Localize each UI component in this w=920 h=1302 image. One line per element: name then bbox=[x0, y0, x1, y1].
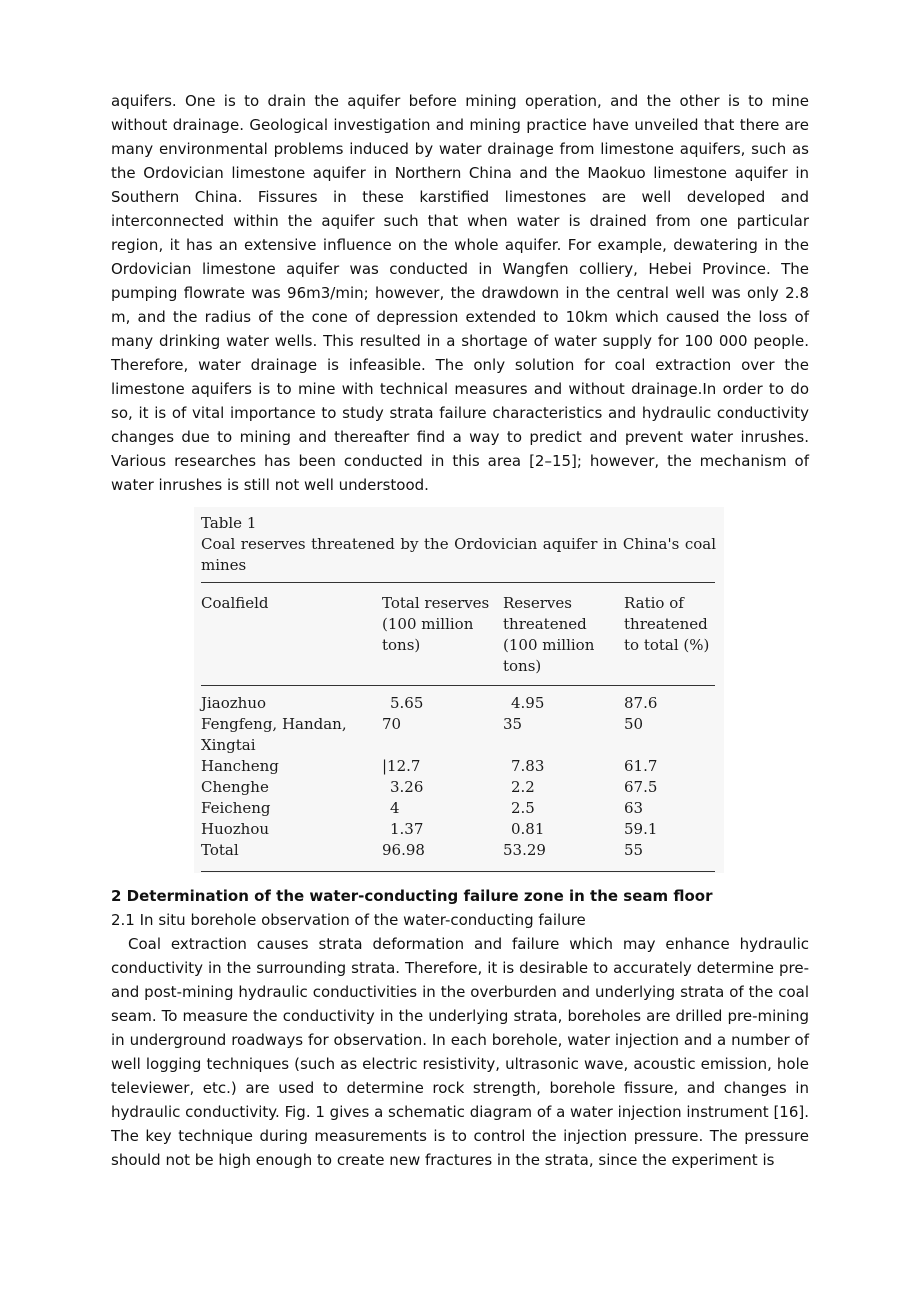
cell-coalfield: Chenghe bbox=[201, 778, 269, 796]
cell-coalfield: Hancheng bbox=[201, 757, 279, 775]
table-header-total-reserves: Total reserves (100 million tons) bbox=[382, 594, 490, 654]
cell-total: 5.65 bbox=[390, 694, 424, 712]
body-paragraph-1: aquifers. One is to drain the aquifer before mining operation, and the other is to mine without drainage. Geological investigation and mining practice have unveiled that there are many environmental problems induced by water drainage from limestone aquifers, such as the Ordovician limestone aquifer in Northern China and the Maokuo limestone aquifer in Southern China. Fissures in these karstified limestones are well developed and interconnected within the aquifer such that when water is drained from one particular region, it has an extensive influence on the whole aquifer. For example, dewatering in the Ordovician limestone aquifer was conducted in Wangfen colliery, Hebei Province. The pumping flowrate was 96m3/min; however, the drawdown in the central well was only 2.8 m, and the radius of the cone of depression extended to 10km which caused the loss of many drinking water wells. This resulted in a shortage of water supply for 100 000 people. Therefore, water drainage is infeasible. The only solution for coal extraction over the limestone aquifers is to mine with technical measures and without drainage.In order to do so, it is of vital importance to study strata failure characteristics and hydraulic conductivity changes due to mining and thereafter find a way to predict and prevent water inrushes. Various researches has been conducted in this area [2–15]; however, the mechanism of water inrushes is still not well understood. bbox=[111, 92, 809, 494]
cell-coalfield: Jiaozhuo bbox=[201, 694, 267, 712]
table-row bbox=[194, 798, 724, 819]
cell-threatened: 2.2 bbox=[511, 778, 535, 796]
table-label: Table 1 bbox=[201, 514, 257, 532]
table-rule-header bbox=[201, 685, 715, 686]
body-paragraph-2: Coal extraction causes strata deformation and failure which may enhance hydraulic conductivity in the surrounding strata. Therefore, it is desirable to accurately determine pre- and post-mining hydraulic conductivities in the overburden and underlying strata of the coal seam. To measure the conductivity in the underlying strata, boreholes are drilled pre-mining in underground roadways for observation. In each borehole, water injection and a number of well logging techniques (such as electric resistivity, ultrasonic wave, acoustic emission, hole televiewer, etc.) are used to determine rock strength, borehole fissure, and changes in hydraulic conductivity. Fig. 1 gives a schematic diagram of a water injection instrument [16]. The key technique during measurements is to control the injection pressure. The pressure should not be high enough to create new fractures in the strata, since the experiment is bbox=[111, 935, 809, 1169]
cell-threatened: 7.83 bbox=[511, 757, 545, 775]
table-row bbox=[194, 693, 724, 714]
cell-coalfield: Huozhou bbox=[201, 820, 270, 838]
cell-coalfield: Feicheng bbox=[201, 799, 271, 817]
cell-ratio: 50 bbox=[624, 715, 644, 733]
cell-ratio: 63 bbox=[624, 799, 644, 817]
table-header-coalfield: Coalfield bbox=[201, 594, 269, 612]
table-row bbox=[194, 756, 724, 777]
table-row bbox=[194, 777, 724, 798]
table-row bbox=[194, 714, 724, 735]
table-caption: Coal reserves threatened by the Ordovician aquifer in China's coal mines bbox=[201, 535, 716, 574]
table-row bbox=[194, 819, 724, 840]
cell-threatened: 35 bbox=[503, 715, 523, 733]
cell-ratio: 67.5 bbox=[624, 778, 658, 796]
cell-total: |12.7 bbox=[382, 757, 421, 775]
table-rule-bottom bbox=[201, 871, 715, 872]
cell-ratio: 55 bbox=[624, 841, 644, 859]
table-header-ratio: Ratio of threatened to total (%) bbox=[624, 594, 710, 654]
cell-total: 4 bbox=[390, 799, 400, 817]
cell-coalfield: Xingtai bbox=[201, 736, 256, 754]
table-header-reserves-threatened: Reserves threatened (100 million tons) bbox=[503, 594, 595, 675]
table-row bbox=[194, 735, 724, 756]
cell-coalfield: Total bbox=[201, 841, 239, 859]
cell-total: 3.26 bbox=[390, 778, 424, 796]
cell-total: 1.37 bbox=[390, 820, 424, 838]
section-heading: 2 Determination of the water-conducting failure zone in the seam floor bbox=[111, 887, 713, 905]
cell-threatened: 4.95 bbox=[511, 694, 545, 712]
cell-total: 70 bbox=[382, 715, 402, 733]
table-1 bbox=[194, 507, 724, 873]
cell-threatened: 0.81 bbox=[511, 820, 545, 838]
cell-threatened: 2.5 bbox=[511, 799, 535, 817]
subsection-heading: 2.1 In situ borehole observation of the water-conducting failure bbox=[111, 911, 586, 929]
cell-ratio: 61.7 bbox=[624, 757, 658, 775]
cell-total: 96.98 bbox=[382, 841, 425, 859]
cell-ratio: 87.6 bbox=[624, 694, 658, 712]
table-rule-top bbox=[201, 582, 715, 583]
cell-coalfield: Fengfeng, Handan, bbox=[201, 715, 347, 733]
cell-threatened: 53.29 bbox=[503, 841, 546, 859]
cell-ratio: 59.1 bbox=[624, 820, 658, 838]
table-row bbox=[194, 840, 724, 861]
